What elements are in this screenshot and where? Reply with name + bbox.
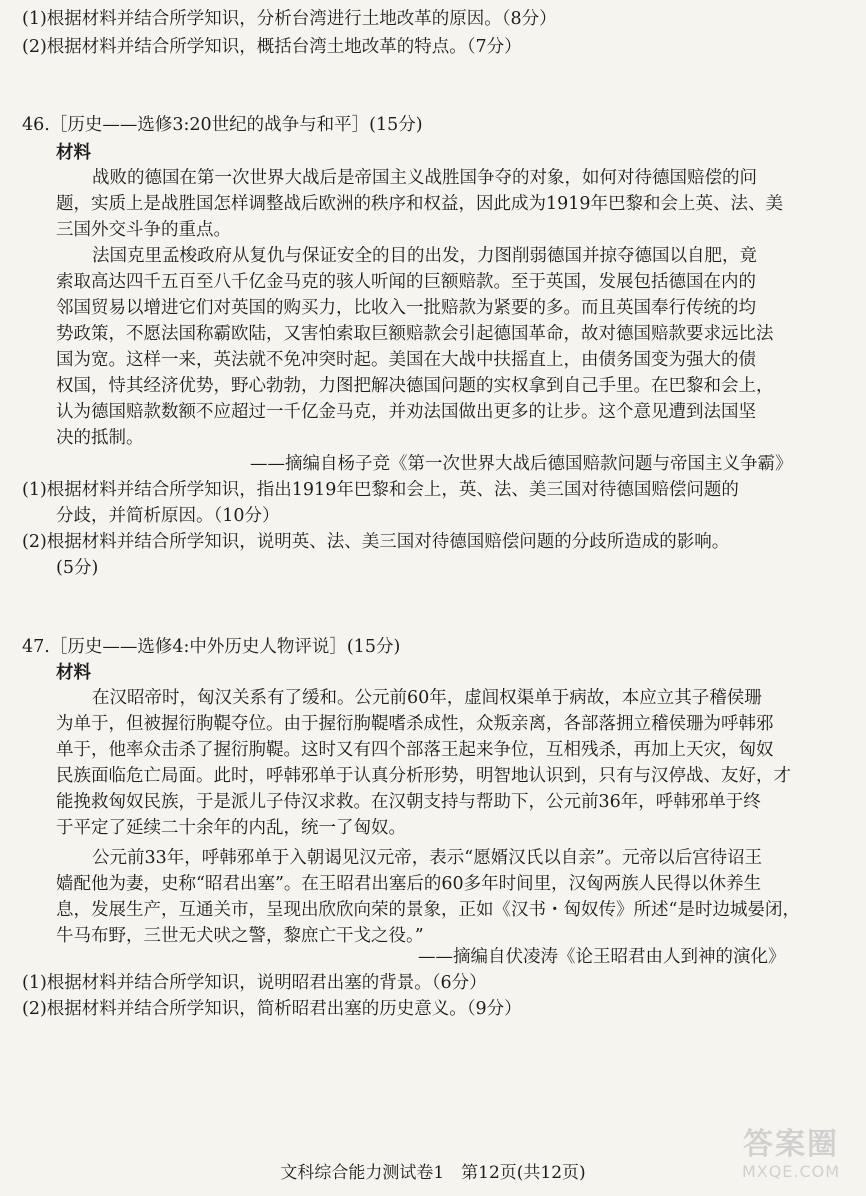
q46-p2-line: 决的抵制。 [56,428,144,448]
q46-p2-line: 邻国贸易以增进它们对英国的购买力，比收入一批赔款为紧要的多。而且英国奉行传统的均 [56,298,756,318]
q46-p2-line: 国为宽。这样一来，英法就不免冲突时起。美国在大战中扶摇直上，由债务国变为强大的债 [56,350,756,370]
q46-p2-line: 法国克里孟梭政府从复仇与保证安全的目的出发，力图削弱德国并掠夺德国以自肥，竟 [92,246,757,266]
q47-p1-line: 为单于，但被握衍朐鞮夺位。由于握衍朐鞮嗜杀成性，众叛亲离，各部落拥立稽侯珊为呼韩邪 [56,714,774,734]
q46-p2-line: 势政策，不愿法国称霸欧陆，又害怕索取巨额赔款会引起德国革命，故对德国赔款要求远比法 [56,324,774,344]
q47-p1-line: 在汉昭帝时，匈汉关系有了缓和。公元前60年，虚闾权渠单于病故，本应立其子稽侯珊 [92,688,762,708]
q47-p1-line: 于平定了延续二十余年的内乱，统一了匈奴。 [56,818,406,838]
q46-question-2: (2)根据材料并结合所学知识，说明英、法、美三国对待德国赔偿问题的分歧所造成的影响。 [22,532,730,552]
q47-p1-line: 能挽救匈奴民族，于是派儿子侍汉求救。在汉朝支持与帮助下，公元前36年，呼韩邪单于终 [56,792,761,812]
q47-p2-line: 公元前33年，呼韩邪单于入朝谒见汉元帝，表示“愿婿汉氏以自亲”。元帝以后宫待诏王 [92,848,763,868]
watermark-url: MXQE.COM [741,1162,841,1181]
q46-question-1: (1)根据材料并结合所学知识，指出1919年巴黎和会上，英、法、美三国对待德国赔偿问题的 [22,480,739,500]
q47-p1-line: 单于，他率众击杀了握衍朐鞮。这时又有四个部落王起来争位，互相残杀，再加上天灾，匈奴 [56,740,774,760]
q46-material-label: 材料 [56,143,91,163]
prev-question-1: (1)根据材料并结合所学知识，分析台湾进行土地改革的原因。（8分） [22,9,557,29]
prev-question-2: (2)根据材料并结合所学知识，概括台湾土地改革的特点。（7分） [22,37,522,57]
q47-material-label: 材料 [56,663,91,683]
q46-p1-line: 题，实质上是战胜国怎样调整战后欧洲的秩序和权益，因此成为1919年巴黎和会上英、法、美 [56,194,784,214]
q46-question-1-cont: 分歧，并简析原因。（10分） [56,506,280,526]
q46-source: ——摘编自杨子竞《第一次世界大战后德国赔款问题与帝国主义争霸》 [250,454,793,474]
q47-question-1: (1)根据材料并结合所学知识，说明昭君出塞的背景。（6分） [22,973,487,993]
watermark-logo [726,1128,856,1188]
q47-p2-line: 牛马布野，三世无犬吠之警，黎庶亡干戈之役。” [56,926,424,946]
q46-question-2-cont: (5分) [56,558,99,578]
q46-p1-line: 战败的德国在第一次世界大战后是帝国主义战胜国争夺的对象，如何对待德国赔偿的问 [92,168,757,188]
q46-p2-line: 权国，恃其经济优势，野心勃勃，力图把解决德国问题的实权拿到自己手里。在巴黎和会上， [56,376,774,396]
q47-p1-line: 民族面临危亡局面。此时，呼韩邪单于认真分析形势，明智地认识到，只有与汉停战、友好，才 [56,766,791,786]
q47-question-2: (2)根据材料并结合所学知识，简析昭君出塞的历史意义。（9分） [22,999,522,1019]
q47-title: 47.［历史——选修4:中外历史人物评说］(15分) [22,637,401,657]
q47-p2-line: 息，发展生产，互通关市，呈现出欣欣向荣的景象，正如《汉书・匈奴传》所述“是时边城晏闭， [56,900,800,920]
q46-p1-line: 三国外交斗争的重点。 [56,220,231,240]
q47-p2-line: 嫱配他为妻，史称“昭君出塞”。在王昭君出塞后的60多年时间里，汉匈两族人民得以休养生 [56,874,762,894]
q46-title: 46.［历史——选修3:20世纪的战争与和平］(15分) [22,115,423,135]
q47-source: ——摘编自伏凌涛《论王昭君由人到神的演化》 [418,947,786,967]
q46-p2-line: 索取高达四千五百至八千亿金马克的骇人听闻的巨额赔款。至于英国，发展包括德国在内的 [56,272,756,292]
watermark-text: 答案圈 [743,1127,839,1162]
q46-p2-line: 认为德国赔款数额不应超过一千亿金马克，并劝法国做出更多的让步。这个意见遭到法国坚 [56,402,756,422]
page-footer: 文科综合能力测试卷1 第12页(共12页) [280,1163,586,1183]
